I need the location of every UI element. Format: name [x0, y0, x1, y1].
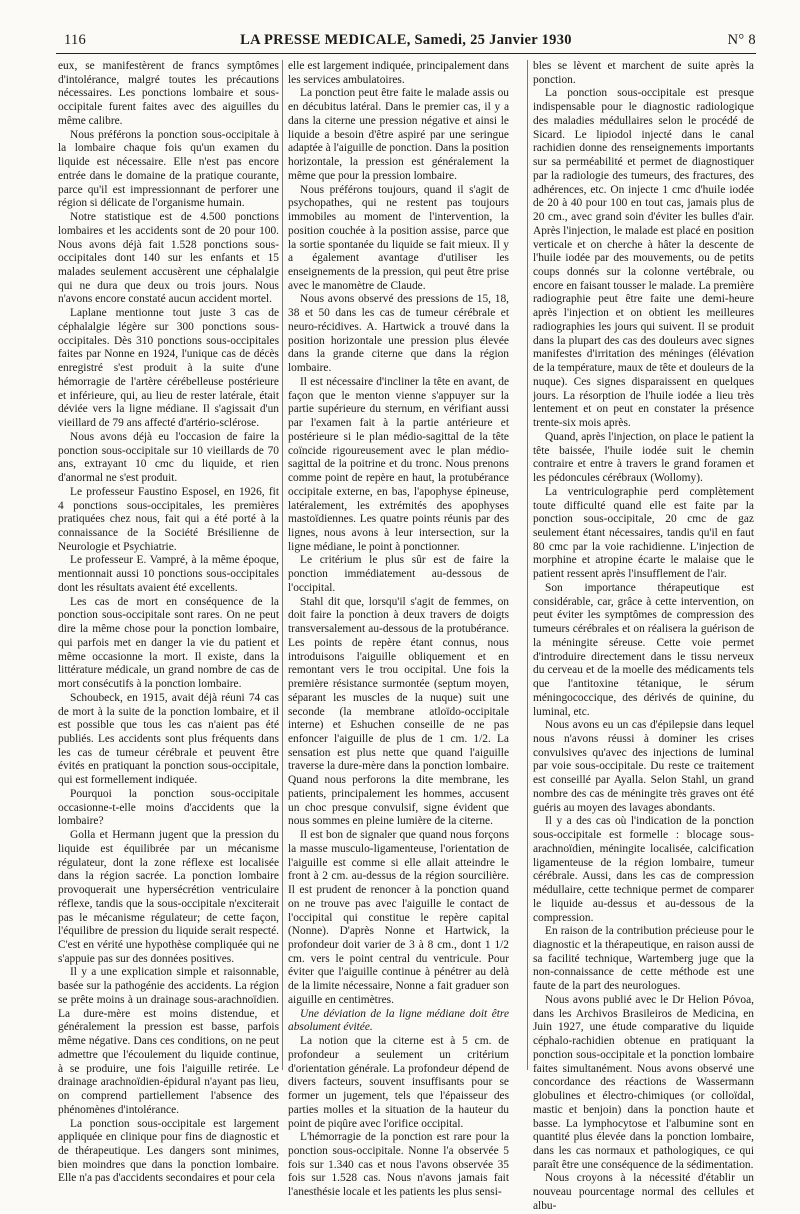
paragraph: La notion que la citerne est à 5 cm. de profondeur a seulement un critérium d'orientation générale. La profondeur dépend de divers facteurs, souvent insuffisants pour se former un jugement, tels que l'épaisseur des parties molles et la situation de la hauteur du point de piqûre avec l'orifice occipital. — [288, 1035, 509, 1130]
paragraph: Schoubeck, en 1915, avait déjà réuni 74 cas de mort à la suite de la ponction lombaire, et il est possible que tous les cas n'aient pas été publiés. Les accidents sont plus fréquents dans les cas de tumeur cérébrale et peuvent être évités en pratiquant la ponction sous-occipitale, qui est formellement indiquée. — [58, 691, 279, 787]
paragraph: Nous préférons toujours, quand il s'agit de psychopathes, qui ne restent pas toujours immobiles au moment de l'intervention, la position couchée à la position assise, parce que la sortie spontanée du liquide se fait mieux. Il y a également avantage d'utiliser les enseignements de la pression, qui peut être prise avec le manomètre de Claude. — [288, 183, 509, 292]
text-column-3 — [533, 60, 754, 1212]
paragraph: Nous avons déjà eu l'occasion de faire la ponction sous-occipitale sur 10 vieillards de 70 ans, extrayant 10 cmc du liquide, et rien d'anormal ne s'est produit. — [58, 430, 279, 485]
paragraph: Il est bon de signaler que quand nous forçons la masse musculo-ligamenteuse, l'orientation de l'aiguille est comme si elle allait atteindre le front à 2 cm. au-dessus de la région sourcilière. Il est prudent de renoncer à la ponction quand on ne trouve pas avec l'aiguille le contact de l'occipital qui constitue le repère capital (Nonne). D'après Nonne et Hartwick, la profondeur doit varier de 3 à 8 cm., dont 1 1/2 cm. vers le point central du ventricule. Pour éviter que l'aiguille continue à pénétrer au delà de la limite nécessaire, Nonne a fait graduer son aiguille en centimètres. — [288, 829, 509, 1006]
paragraph: Nous avons publié avec le Dr Helion Póvoa, dans les Archivos Brasileiros de Medicina, en Juin 1927, une étude comparative du liquide céphalo-rachidien obtenue en pratiquant la ponction sous-occipitale et la ponction lombaire faites simultanément. Nous avons observé une concordance des réactions de Wassermann globulines et électro-chimiques (or colloïdal, mastic et benjoin) dans la ponction haute et basse. La lymphocytose et l'albumine sont en quantité plus élevée dans la ponction lombaire, dans les cas normaux et pathologiques, ce qui paraît être une conséquence de la sédimentation. — [533, 993, 754, 1171]
paragraph: bles se lèvent et marchent de suite après la ponction. — [533, 60, 754, 86]
text-column-1 — [58, 60, 279, 1185]
paragraph: La ponction sous-occipitale est presque indispensable pour le diagnostic radiologique des maladies médullaires selon le procédé de Sicard. Le lipiodol injecté dans le canal rachidien donne des renseignements importants sur sa perméabilité et permet de diagnostiquer par la radiologie des tumeurs, des fractures, des adhérences, etc. On injecte 1 cmc d'huile iodée de 20 à 40 pour 100 en tout cas, jamais plus de 20 cm., avec grand soin d'éviter les bulles d'air. Après l'injection, le malade est placé en position verticale et on cherche à hâter la descente de l'huile iodée par des mouvements, ou de petits coups donnés sur la colonne vertébrale, ou encore en faisant tousser le malade. La première radiographie peut être faite une demi-heure après l'injection et on obtient les meilleures radiographies les jours qui suivent. Il se produit dans la plupart des cas des douleurs avec signes manifestes d'irritation des méninges (élévation de la température, maux de tête et douleurs de la nuque). Ces signes disparaissent en quelques jours. La résorption de l'huile iodée a lieu très lentement et on peut en constater la présence trente-six mois après. — [533, 87, 754, 430]
paragraph: elle est largement indiquée, principalement dans les services ambulatoires. — [288, 60, 509, 86]
paragraph: Il y a une explication simple et raisonnable, basée sur la pathogénie des accidents. La région se prête moins à un drainage sous-arachnoïdien. La dure-mère est moins distendue, et généralement la pression est basse, parfois même négative. Dans ces conditions, on ne peut admettre que l'écoulement du liquide continue, à se produire, une fois l'aiguille retirée. Le drainage arachnoïdien-épidural n'ayant pas lieu, on comprend partiellement l'absence des phénomènes d'intolérance. — [58, 966, 279, 1116]
paragraph: La ventriculographie perd complètement toute difficulté quand elle est faite par la ponction sous-occipitale, 20 cmc de gaz seulement étant nécessaires, tandis qu'il en faut 80 cmc par la voie rachidienne. L'injection de morphine et atropine écarte le malaise que le patient ressent après l'insufflement de l'air. — [533, 485, 754, 581]
paragraph: Nous préférons la ponction sous-occipitale à la lombaire chaque fois qu'un examen du liquide est nécessaire. Elle n'est pas encore entrée dans le domaine de la pratique courante, parce qu'il est impressionnant de perforer une région si délicate de l'organisme humain. — [58, 128, 279, 210]
page-header — [56, 32, 756, 52]
paragraph: L'hémorragie de la ponction est rare pour la ponction sous-occipitale. Nonne l'a observée 5 fois sur 1.340 cas et nous l'avons observée 35 fois sur 1.528 cas. Nous n'avons jamais fait l'anesthésie locale et les patients les plus sensi- — [288, 1131, 509, 1199]
paragraph: Notre statistique est de 4.500 ponctions lombaires et les accidents sont de 20 pour 100. Nous avons déjà fait 1.528 ponctions sous-occipitales dont 140 sur les enfants et 15 malades seulement accusèrent une céphalalgie qui ne dura que deux ou trois jours. Nous n'avons encore constaté aucun accident mortel. — [58, 211, 279, 306]
italic-paragraph: Une déviation de la ligne médiane doit être absolument évitée. — [288, 1007, 509, 1034]
paragraph: Le professeur Faustino Esposel, en 1926, fit 4 ponctions sous-occipitales, les premières pratiquées chez nous, fait qui a été porté à la connaissance de la Société Brésilienne de Neurologie et Psychiatrie. — [58, 485, 279, 553]
header-rule — [56, 53, 756, 54]
paragraph: La ponction peut être faite le malade assis ou en décubitus latéral. Dans le premier cas, il y a dans la citerne une pression négative et ainsi le liquide a besoin d'être aspiré par une seringue adaptée à l'aiguille de ponction. Dans la position horizontale, la pression est généralement la même que pour la pression lombaire. — [288, 87, 509, 182]
column-divider — [282, 60, 283, 1070]
paragraph: Nous avons observé des pressions de 15, 18, 38 et 50 dans les cas de tumeur cérébrale et neuro-récidives. A. Hartwick a trouvé dans la position horizontale une pression plus élevée dans la grande citerne que dans la région lombaire. — [288, 293, 509, 375]
paragraph: eux, se manifestèrent de francs symptômes d'intolérance, malgré toutes les précautions nécessaires. Les ponctions lombaire et sous-occipitale furent faites avec des aiguilles du même calibre. — [58, 60, 279, 127]
column-divider — [527, 60, 528, 1070]
paragraph: Stahl dit que, lorsqu'il s'agit de femmes, on doit faire la ponction à deux travers de doigts transversalement au-dessous de la protubérance. Les points de repère étant connus, nous introduisons l'aiguille obliquement et en remontant vers le trou occipital. Une fois la première résistance surmontée (septum moyen, séparant les muscles de la nuque) suit une seconde (la membrane atloïdo-occipitale interne) et Eshuchen conseille de ne pas enfoncer l'aiguille de plus de 1 cm. 1/2. La sensation est plus nette que quand l'aiguille traverse la dure-mère dans la ponction lombaire. Quand nous perforons la dite membrane, les patients, principalement les hommes, accusent un choc presque convulsif, signe évident que nous sommes en pleine lumière de la citerne. — [288, 595, 509, 828]
paragraph: Le critérium le plus sûr est de faire la ponction immédiatement au-dessous de l'occipital. — [288, 554, 509, 594]
paragraph: Nous avons eu un cas d'épilepsie dans lequel nous n'avons réussi à dominer les crises convulsives qu'avec des injections de luminal par voie sous-occipitale. Du reste ce traitement est conseillé par Ayalla. Selon Stahl, un grand nombre des cas de méningite très graves ont été guéris au moyen des lavages abondants. — [533, 719, 754, 814]
paragraph: Pourquoi la ponction sous-occipitale occasionne-t-elle moins d'accidents que la lombaire? — [58, 787, 279, 828]
paragraph: La ponction sous-occipitale est largement appliquée en clinique pour fins de diagnostic et de thérapeutique. Les dangers sont minimes, bien moindres que dans la ponction lombaire. Elle n'a pas d'accidents secondaires et pour cela — [58, 1117, 279, 1185]
text-column-2 — [288, 60, 509, 1199]
paragraph: Il est nécessaire d'incliner la tête en avant, de façon que le menton vienne s'appuyer sur la partie supérieure du sternum, en vérifiant aussi par l'examen fait à la partie antérieure et postérieure si le plan médio-sagittal de la tête coïncide rigoureusement avec le plan médio-sagittal de la poitrine et du tronc. Nous prenons comme point de repère en haut, la protubérance occipitale externe, en bas, l'apophyse épineuse, latéralement, les extrémités des apophyses mastoïdiennes. Les quatre points réunis par des lignes, nous avons à leur intersection, sur la ligne médiane, le point à ponctionner. — [288, 375, 509, 553]
paragraph: Les cas de mort en conséquence de la ponction sous-occipitale sont rares. On ne peut dire la même chose pour la ponction lombaire, qui parfois met en danger la vie du patient et même occasionne la mort. Il existe, dans la littérature médicale, un grand nombre de cas de mort consécutifs à la ponction lombaire. — [58, 595, 279, 691]
issue-number: N° 8 — [727, 32, 756, 48]
paragraph: Il y a des cas où l'indication de la ponction sous-occipitale est formelle : blocage sous-arachnoïdien, méningite localisée, calcification ligamenteuse de la région lombaire, tumeur cérébrale. Aussi, dans les cas de compression médullaire, cette technique permet de comparer le liquide au-dessus et au-dessous de la compression. — [533, 815, 754, 924]
paragraph: Laplane mentionne tout juste 3 cas de céphalalgie légère sur 300 ponctions sous-occipitales. Dès 310 ponctions sous-occipitales faites par Nonne en 1924, l'unique cas de décès enregistré s'est produit à la suite d'une hémorragie de l'artère cérébelleuse postérieure et inférieure, qui, au lieu de rester latérale, était déviée vers la ligne médiane. Il s'agissait d'un vieillard de 79 ans affecté d'artério-sclérose. — [58, 307, 279, 430]
paragraph: Son importance thérapeutique est considérable, car, grâce à cette intervention, on peut éviter les symptômes de compression des tumeurs cérébrales et on réalisera la guérison de la méningite séreuse. Cette voie permet d'introduire directement dans le tissu nerveux du cerveau et de la moelle des médicaments tels que l'antitoxine tétanique, le sérum méningococcique, des dérivés de quinine, du luminal, etc. — [533, 581, 754, 718]
paragraph: Golla et Hermann jugent que la pression du liquide est équilibrée par un mécanisme régulateur, dont la zone réflexe est localisée dans la région sacrée. La ponction lombaire provoquerait une hypersécrétion ventriculaire réflexe, tandis que la sous-occipitale n'exciterait pas le mécanisme régulateur; de cette façon, l'équilibre de pression du liquide serait respecté. C'est en vérité une hypothèse compliquée qui ne s'appuie pas sur des données positives. — [58, 829, 279, 965]
page-number: 116 — [64, 32, 87, 48]
paragraph: Nous croyons à la nécessité d'établir un nouveau pourcentage normal des cellules et albu- — [533, 1172, 754, 1212]
paragraph: Le professeur E. Vampré, à la même époque, mentionnait aussi 10 ponctions sous-occipitales dont les résultats avaient été excellents. — [58, 554, 279, 594]
journal-title: LA PRESSE MEDICALE, Samedi, 25 Janvier 1930 — [240, 32, 572, 48]
paragraph: En raison de la contribution précieuse pour le diagnostic et la thérapeutique, en raison aussi de sa facilité technique, Wartemberg juge que la non-connaissance de cette méthode est une faute de la part des neurologues. — [533, 925, 754, 993]
paragraph: Quand, après l'injection, on place le patient la tête baissée, l'huile iodée suit le chemin contraire et entre à travers le grand foramen et les pédoncules cérébraux (Wollomy). — [533, 430, 754, 485]
